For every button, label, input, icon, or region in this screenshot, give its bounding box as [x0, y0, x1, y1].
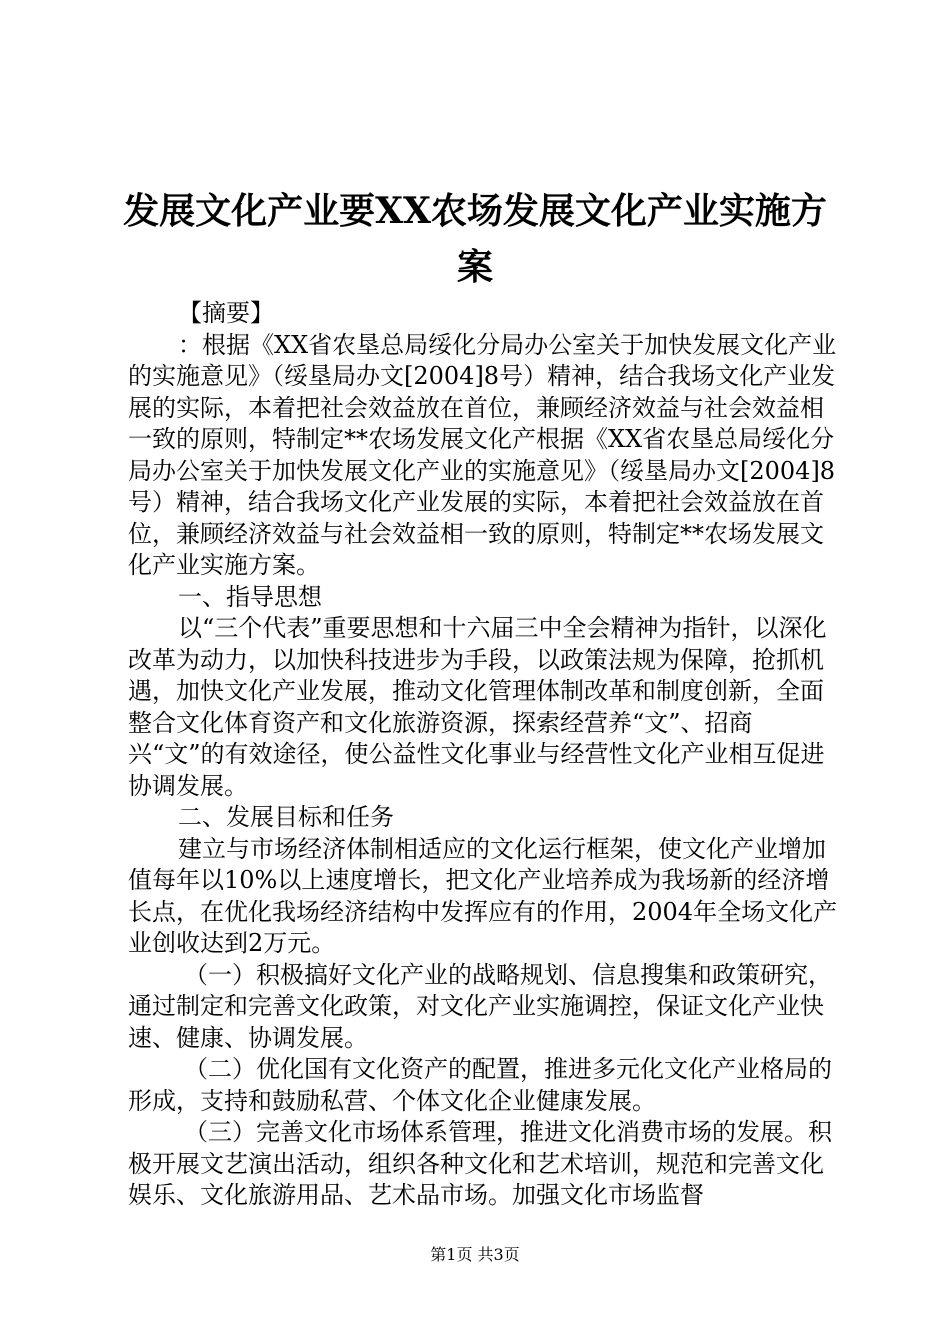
- document-title-line-1: 发展文化产业要XX农场发展文化产业实施方: [123, 190, 827, 232]
- section-1-heading: 一、指导思想: [178, 582, 322, 611]
- abstract-heading: 【摘要】: [178, 299, 274, 327]
- document-title-line-2: 案: [456, 246, 493, 288]
- task-item-2: （二）优化国有文化资产的配置，推进多元化文化产业格局的形成，支持和鼓励私营、个体文化企业健康发展。: [128, 1055, 832, 1115]
- task-item-1: （一）积极搞好文化产业的战略规划、信息搜集和政策研究，通过制定和完善文化政策，对文化产业实施调控，保证文化产业快速、健康、协调发展。: [128, 960, 832, 1052]
- task-item-3: （三）完善文化市场体系管理，推进文化消费市场的发展。积极开展文艺演出活动，组织各种文化和艺术培训，规范和完善文化娱乐、文化旅游用品、艺术品市场。加强文化市场监督: [128, 1118, 832, 1209]
- document-body: [128, 298, 840, 1212]
- section-1-paragraph: 以“三个代表”重要思想和十六届三中全会精神为指针，以深化改革为动力，以加快科技进步为手段，以政策法规为保障，抢抓机遇，加快文化产业发展，推动文化管理体制改革和制度创新，全面整合文化体育资产和文化旅游资源，探索经营养“文”、招商兴“文”的有效途径，使公益性文化事业与经营性文化产业相互促进协调发展。: [128, 614, 827, 800]
- page-footer: 第1页 共3页: [430, 1245, 520, 1264]
- section-2-paragraph: 建立与市场经济体制相适应的文化运行框架，使文化产业增加值每年以10%以上速度增长，把文化产业培养成为我场新的经济增长点，在优化我场经济结构中发挥应有的作用，2004年全场文化产业创收达到2万元。: [128, 834, 838, 957]
- abstract-paragraph: ：根据《XX省农垦总局绥化分局办公室关于加快发展文化产业的实施意见》（绥垦局办文[2004]8号）精神，结合我场文化产业发展的实际，本着把社会效益放在首位，兼顾经济效益与社会效益相一致的原则，特制定**农场发展文化产根据《XX省农垦总局绥化分局办公室关于加快发展文化产业的实施意见》（绥垦局办文[2004]8号）精神，结合我场文化产业发展的实际，本着把社会效益放在首位，兼顾经济效益与社会效益相一致的原则，特制定**农场发展文化产业实施方案。: [128, 330, 837, 579]
- section-2-heading: 二、发展目标和任务: [178, 803, 394, 831]
